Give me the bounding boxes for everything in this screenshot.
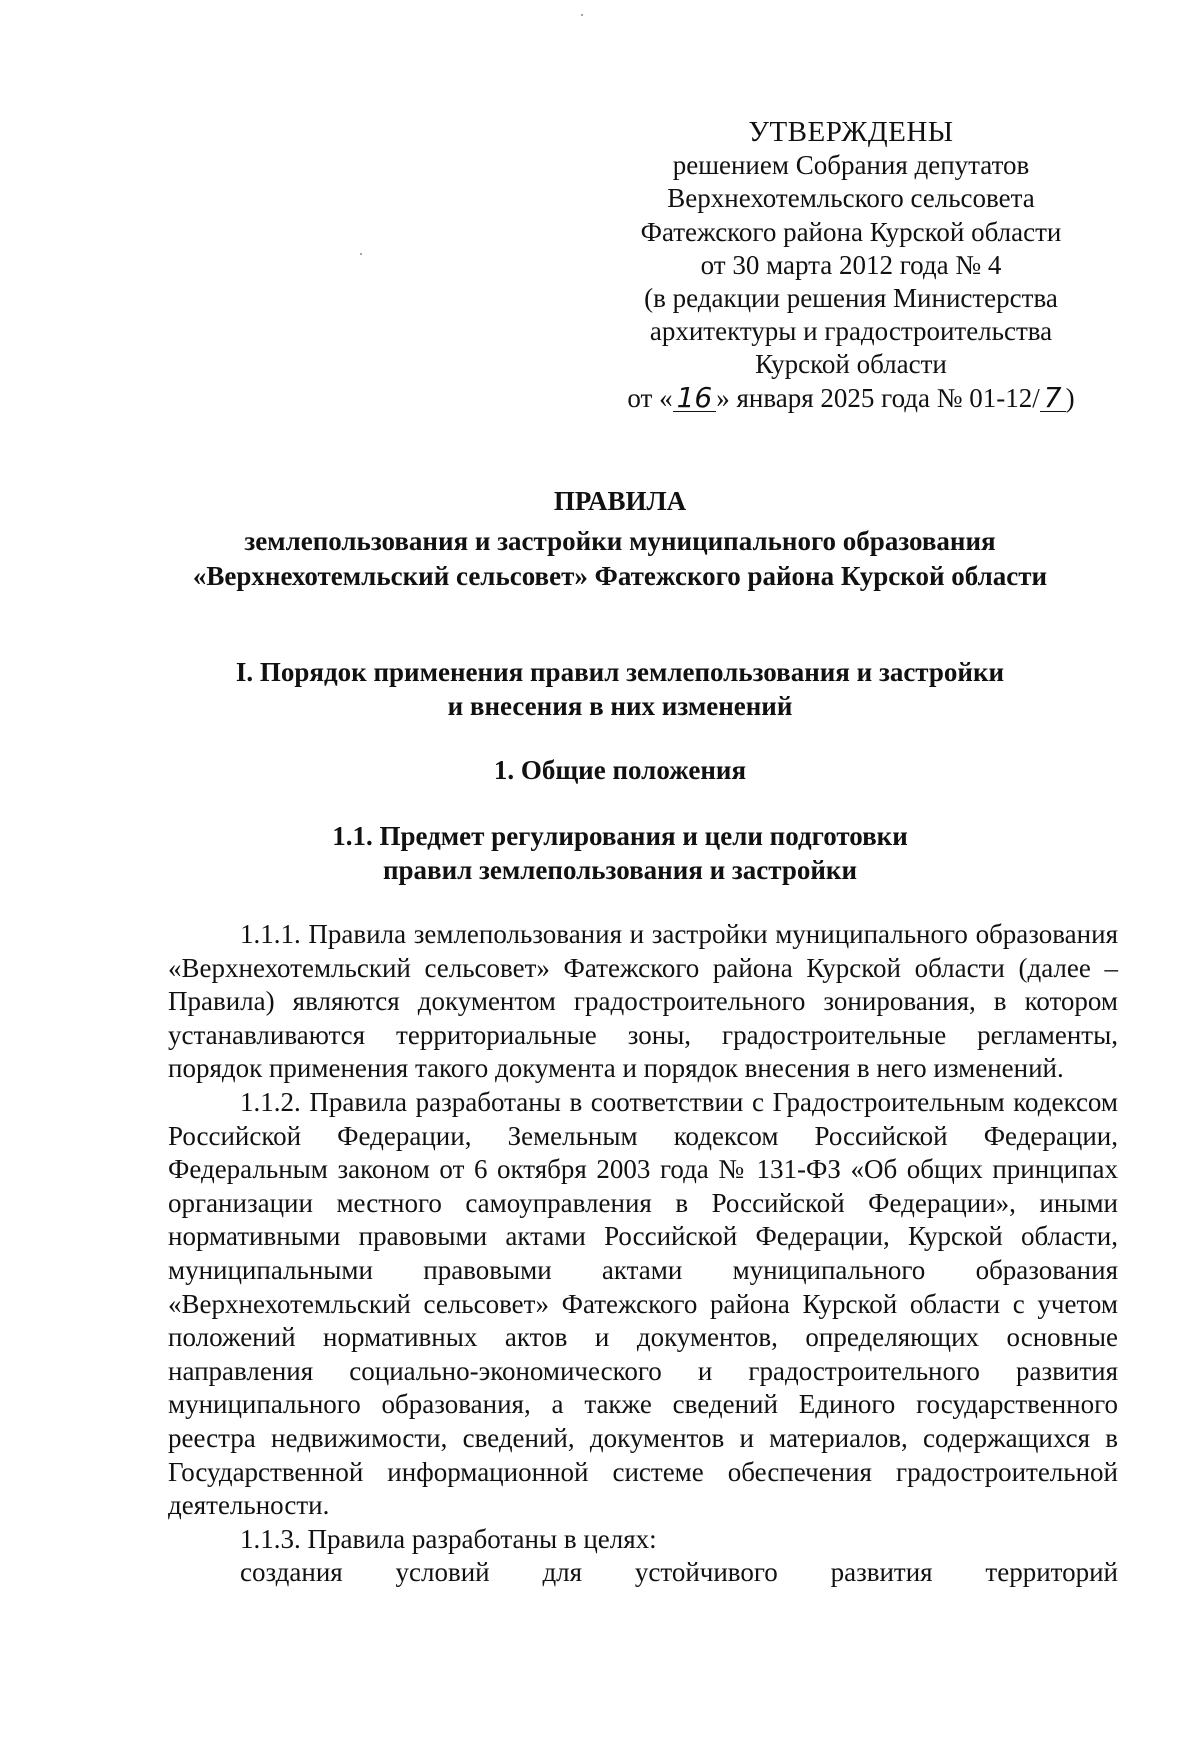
subchapter-heading: правил землепользования и застройки [382,855,858,885]
document-subtitle: «Верхнехотемльский сельсовет» Фатежского района Курской области [192,561,1048,591]
chapter-heading: 1. Общие положения [493,755,747,785]
approval-line: решением Собрания депутатов [672,150,1030,181]
section-heading: и внесения в них изменений [447,691,793,721]
approval-date-line [590,382,1112,415]
body-text [168,918,1118,1590]
approval-line: от 30 марта 2012 года № 4 [700,249,1002,280]
date-middle: » января 2025 года № 01-12/ [716,382,1040,413]
approval-line: (в редакции решения Министерства [644,283,1058,314]
date-prefix: от « [627,382,673,413]
paragraph: 1.1.2. Правила разработаны в соответствии с Градостроительным кодексом Российской Федерации, Земельным кодексом Российской Федерации, Федеральным законом от 6 октября 2003 года № 131-ФЗ «Об общих принципах организации местного самоуправления в Российской Федерации», иными нормативными правовыми актами Российской Федерации, Курской области, муниципальными правовыми актами муниципального образования «Верхнехотемльский сельсовет» Фатежского района Курской области с учетом положений нормативных актов и документов, определяющих основные направления социально-экономического и градостроительного развития муниципального образования, а также сведений Единого государственного реестра недвижимости, сведений, документов и материалов, содержащихся в Государственной информационной системе обеспечения градостроительной деятельности. [168,1086,1118,1521]
approval-line: Фатежского района Курской области [640,216,1062,247]
section-heading: I. Порядок применения правил землепользования и застройки [235,657,1005,687]
approval-block [590,116,1112,415]
approval-line: архитектуры и градостроительства [649,316,1053,347]
handwritten-number: 7 [1040,385,1066,412]
date-suffix: ) [1065,382,1075,413]
paragraph: 1.1.1. Правила землепользования и застройки муниципального образования «Верхнехотемльский сельсовет» Фатежского района Курской области (далее – Правила) являются документом градостроительного зонирования, в котором устанавливаются территориальные зоны, градостроительные регламенты, порядок применения такого документа и порядок внесения в него изменений. [168,919,1118,1084]
document-title: ПРАВИЛА [553,486,687,516]
approval-line: Верхнехотемльского сельсовета [667,183,1035,214]
approval-line: Курской области [755,349,947,380]
document-subtitle: землепользования и застройки муниципального образования [244,526,996,556]
scan-speck [360,253,362,255]
paragraph: 1.1.3. Правила разработаны в целях: [240,1523,657,1554]
paragraph: создания условий для устойчивого развития территорий [240,1557,1118,1588]
approval-heading: УТВЕРЖДЕНЫ [748,116,954,148]
scan-speck [581,14,583,16]
subchapter-heading: 1.1. Предмет регулирования и цели подготовки [332,821,908,851]
handwritten-day: 16 [673,385,717,412]
